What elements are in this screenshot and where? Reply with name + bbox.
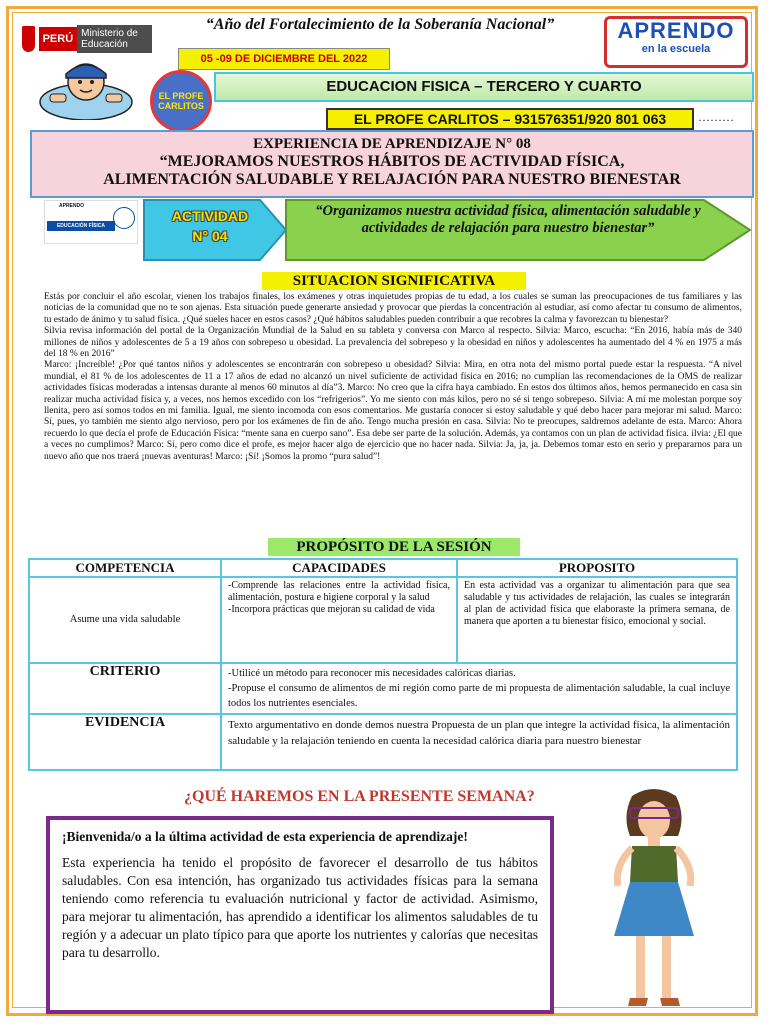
situation-paragraph: Estás por concluir el año escolar, vienen los trabajos finales, los exámenes y otras inquietudes propias de tu edad, a los cuales se suman las preocupaciones de tus familiares y las noticias de la comunidad que no te son ajenas. Esta situación puede generarte ansiedad y provocar que pierdas la concentración al estudiar, así como afectar tu consumo de alimentos, tu estado de ánimo y tu salud física. ¿Qué sueles hacer en estos casos? ¿Qué hábitos saludables pueden contribuir a que recobres la calma y favorezcan tu bienestar?	[44, 292, 742, 325]
proposito-cell: En esta actividad vas a organizar tu alimentación para que sea saludable y tus actividades de relajación, las cuales se integrarán al plan de actividad física que elaboraste la primera semana, de manera que aporten a tu bienestar físico, emocional y social.	[457, 577, 737, 663]
table-header-row	[29, 559, 737, 577]
dots: ………	[698, 110, 734, 124]
date-range: 05 -09 DE DICIEMBRE DEL 2022	[178, 48, 390, 70]
aprendo-logo	[604, 16, 748, 68]
table-row	[29, 577, 737, 663]
capacidades-cell: -Comprende las relaciones entre la actividad física, alimentación, postura e higiene corporal y la salud -Incorpora prácticas que mejoran su calidad de vida	[221, 577, 457, 663]
coach-mascot-icon	[22, 58, 150, 120]
experience-title-line2: ALIMENTACIÓN SALUDABLE Y RELAJACIÓN PARA NUESTRO BIENESTAR	[103, 171, 681, 188]
situation-text	[44, 292, 742, 463]
athlete-icon	[113, 207, 135, 229]
header-proposito: PROPOSITO	[457, 559, 737, 577]
header-competencia: COMPETENCIA	[29, 559, 221, 577]
aprendo-sub: en la escuela	[641, 43, 711, 55]
activity-label	[150, 206, 270, 246]
logo-bar-text: EDUCACIÓN FÍSICA	[47, 221, 115, 231]
header-capacidades: CAPACIDADES	[221, 559, 457, 577]
experience-title-line1: “MEJORAMOS NUESTROS HÁBITOS DE ACTIVIDAD FÍSICA,	[159, 153, 625, 170]
criterio-cell: -Utilicé un método para reconocer mis necesidades calóricas diarias. -Propuse el consumo de alimentos de mi región como parte de mi propuesta de alimentación saludable, la cual incluye todos los nutrientes esenciales.	[221, 663, 737, 714]
criterio-label: CRITERIO	[29, 663, 221, 714]
experience-number: EXPERIENCIA DE APRENDIZAJE N° 08	[253, 136, 531, 152]
situation-title: SITUACION SIGNIFICATIVA	[262, 272, 526, 290]
activity-label-line1: ACTIVIDAD	[171, 208, 249, 224]
week-title: ¿QUÉ HAREMOS EN LA PRESENTE SEMANA?	[184, 788, 535, 805]
situation-paragraph: Silvia revisa información del portal de la Organización Mundial de la Salud en su tableta y conversa con Marco al respecto. Silvia: Marco, escucha: “En 2016, había más de 340 millones de niños y adolescentes de 5 a 19 años con sobrepeso u obesidad. La prevalencia del sobrepeso y la obesidad en niños y adolescentes ha aumentado del 4 % en 1975 a más del 18 % en 2016”	[44, 326, 742, 360]
teacher-contact: EL PROFE CARLITOS – 931576351/920 801 063	[326, 108, 694, 130]
purpose-title: PROPÓSITO DE LA SESIÓN	[268, 538, 520, 556]
table-row	[29, 714, 737, 770]
peru-shield-icon	[22, 26, 35, 52]
purpose-table	[28, 558, 738, 771]
table-row	[29, 663, 737, 714]
educacion-fisica-logo	[44, 200, 138, 244]
badge-text: EL PROFE CARLITOS	[158, 91, 204, 111]
ministry-country: PERÚ	[39, 27, 78, 51]
course-title: EDUCACION FISICA – TERCERO Y CUARTO	[214, 72, 754, 102]
evidencia-cell: Texto argumentativo en donde demos nuestra Propuesta de un plan que integre la actividad física, la alimentación saludable y la relajación teniendo en cuenta la necesidad calórica diaria para nuestro bienestar	[221, 714, 737, 770]
experience-title-box	[30, 130, 754, 198]
aprendo-main: APRENDO	[617, 18, 735, 43]
activity-title: “Organizamos nuestra actividad física, alimentación saludable y actividades de relajación para nuestro bienestar”	[315, 203, 701, 236]
year-title: “Año del Fortalecimiento de la Soberanía Nacional”	[205, 16, 555, 33]
activity-label-line2: N° 04	[192, 228, 228, 244]
ministry-name: Ministerio de Educación	[77, 25, 152, 53]
welcome-heading: ¡Bienvenida/o a la última actividad de esta experiencia de aprendizaje!	[62, 829, 468, 844]
welcome-body: Esta experiencia ha tenido el propósito de favorecer el desarrollo de tus hábitos saludables. Con esa intención, has organizado tus actividades físicas para la semana teniendo como referencia tu evaluación nutricional y factor de actividad. Asimismo, para mejorar tu alimentación, has aprendido a identificar los alimentos saludables de tu región y a adecuar un plato típico para que aporte los nutrientes y calorías que necesitas para tu desarrollo.	[62, 855, 538, 960]
evidencia-label: EVIDENCIA	[29, 714, 221, 770]
profe-badge	[150, 70, 212, 132]
logo-top-text: APRENDO	[59, 203, 85, 209]
situation-paragraph: Marco: ¡Increíble! ¿Por qué tantos niños y adolescentes se encontrarán con sobrepeso u obesidad? Silvia: Mira, en otra nota del mismo portal puede estar la respuesta. “A nivel mundial, el 81 % de los adolescentes de 11 a 17 años de edad no alcanzó un nivel suficiente de actividad física en 2016; no cumplían las recomendaciones de la OMS de realizar actividades físicas moderadas a intensas durante al menos 60 minutos al día”3. Marco: No creo que la cifra haya cambiado. En estos dos últimos años, hemos permanecido en casa sin realizar mucha actividad física y, a veces, nos hemos excedido con los “refrigerios”. Yo me siento con más kilos, pero no sé si tengo sobrepeso. Silvia: A mí me molestan porque soy llenita, pero así somos todos en mi familia. Igual, me siento incomoda con esos comentarios. Me gustaría conocer si estoy saludable y qué debo hacer para mejorar mi salud. Marco: Sí, pues, yo también me siento algo nervioso, pero por los exámenes de fin de año. Tengo mucha presión en casa. Silvia: No te preocupes, saldremos adelante de esta. Marco: Ahora recuerdo lo que decía el profe de Educación Física: “mente sana en cuerpo sano”. Esa debe ser parte de la solución. Además, ya contamos con un plan de actividad física. ilvia: ¿El que a veces no cumplimos? Marco: Sí, pero como dice el profe, es mejor hacer algo de ejercicio que no hacer nada. Silvia: Ja, ja, ja. Debemos tomar esto en serio y prepararnos para un nuevo año que nos traerá ¡nuevas aventuras! Marco: ¡Sí! ¡Somos la promo “pura salud”!	[44, 360, 742, 462]
competencia-cell: Asume una vida saludable	[29, 577, 221, 663]
ministry-logo	[22, 22, 152, 56]
girl-illustration-icon	[594, 786, 714, 1012]
welcome-box	[46, 816, 554, 1014]
